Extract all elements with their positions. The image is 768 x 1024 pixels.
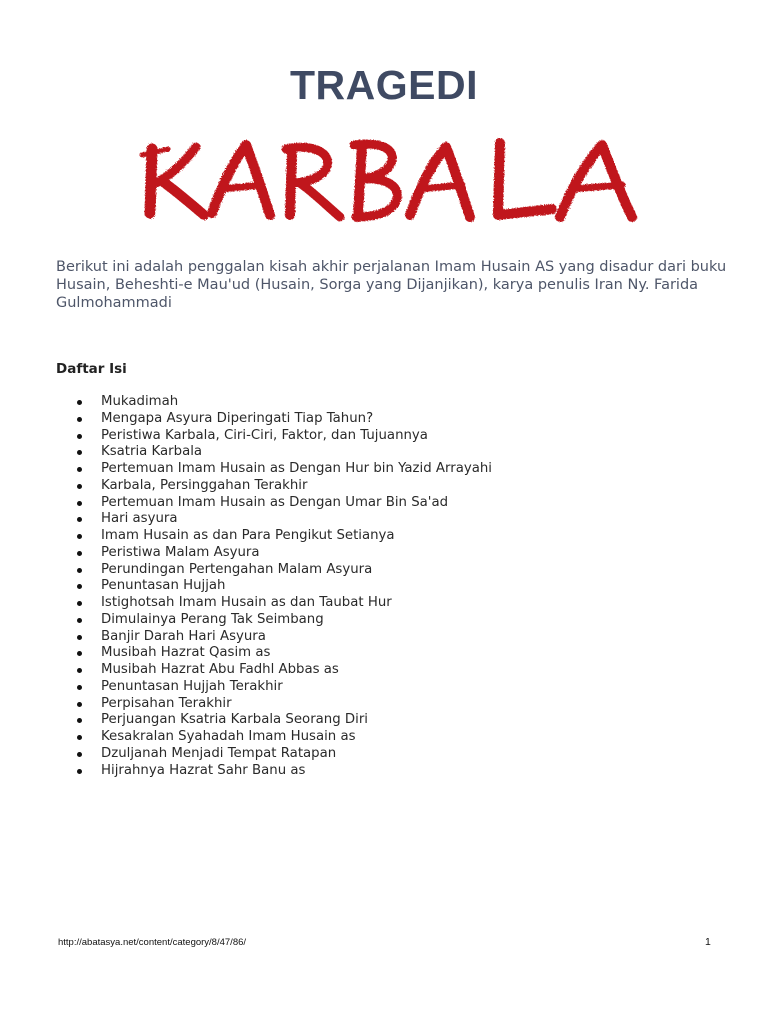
toc-item	[56, 595, 492, 612]
toc-item-label: Dimulainya Perang Tak Seimbang	[101, 611, 324, 627]
toc-item	[56, 612, 492, 629]
toc-item-label: Peristiwa Malam Asyura	[101, 544, 260, 560]
bullet-icon	[77, 584, 82, 589]
toc-item-label: Musibah Hazrat Abu Fadhl Abbas as	[101, 662, 339, 677]
karbala-logo	[0, 125, 768, 225]
toc-item	[56, 428, 492, 445]
toc-item-label: Dzuljanah Menjadi Tempat Ratapan	[101, 745, 337, 761]
footer-url: http://abatasya.net/content/category/8/47/86/	[58, 937, 247, 948]
toc-item	[56, 411, 492, 428]
toc-item-label: Istighotsah Imam Husain as dan Taubat Hur	[101, 595, 392, 610]
toc-item	[56, 562, 492, 579]
bullet-icon	[77, 635, 82, 640]
bullet-icon	[77, 735, 82, 740]
bullet-icon	[77, 702, 82, 707]
bullet-icon	[77, 668, 82, 673]
toc-item	[56, 478, 492, 495]
toc-heading: Daftar Isi	[56, 361, 127, 377]
toc-item-label: Perundingan Pertengahan Malam Asyura	[101, 561, 373, 577]
bullet-icon	[77, 551, 82, 556]
page-title: TRAGEDI	[290, 62, 478, 108]
toc-item	[56, 629, 492, 646]
bullet-icon	[77, 685, 82, 690]
bullet-icon	[77, 568, 82, 573]
toc-list	[56, 394, 492, 779]
toc-item-label: Pertemuan Imam Husain as Dengan Umar Bin Sa'ad	[101, 494, 449, 510]
toc-item-label: Penuntasan Hujjah	[101, 578, 226, 594]
toc-item	[56, 511, 492, 528]
bullet-icon	[77, 484, 82, 489]
toc-item-label: Karbala, Persinggahan Terakhir	[101, 477, 308, 493]
bullet-icon	[77, 501, 82, 506]
bullet-icon	[77, 769, 82, 774]
toc-item-label: Banjir Darah Hari Asyura	[101, 628, 266, 644]
toc-item-label: Hari asyura	[101, 511, 178, 527]
toc-item	[56, 461, 492, 478]
toc-item-label: Hijrahnya Hazrat Sahr Banu as	[101, 762, 306, 778]
toc-item	[56, 528, 492, 545]
toc-item-label: Perjuangan Ksatria Karbala Seorang Diri	[101, 712, 368, 728]
bullet-icon	[77, 417, 82, 422]
toc-item	[56, 495, 492, 512]
bullet-icon	[77, 601, 82, 606]
toc-item-label: Mengapa Asyura Diperingati Tiap Tahun?	[101, 410, 374, 426]
toc-item	[56, 729, 492, 746]
intro-paragraph: Berikut ini adalah penggalan kisah akhir perjalanan Imam Husain AS yang disadur dari buku Husain, Beheshti-e Mau'ud (Husain, Sorga yang Dijanjikan), karya penulis Iran Ny. Farida Gulmohammadi	[56, 259, 727, 311]
bullet-icon	[77, 450, 82, 455]
bullet-icon	[77, 400, 82, 405]
toc-item-label: Imam Husain as dan Para Pengikut Setianya	[101, 528, 395, 543]
toc-item	[56, 662, 492, 679]
bullet-icon	[77, 434, 82, 439]
bullet-icon	[77, 618, 82, 623]
toc-item	[56, 444, 492, 461]
bullet-icon	[77, 651, 82, 656]
toc-item-label: Mukadimah	[101, 394, 179, 409]
bullet-icon	[77, 718, 82, 723]
bullet-icon	[77, 752, 82, 757]
toc-item-label: Peristiwa Karbala, Ciri-Ciri, Faktor, dan Tujuannya	[101, 427, 428, 443]
toc-item-label: Ksatria Karbala	[101, 444, 203, 460]
bullet-icon	[77, 534, 82, 539]
toc-item-label: Musibah Hazrat Qasim as	[101, 645, 271, 661]
toc-item	[56, 394, 492, 411]
toc-item	[56, 679, 492, 696]
toc-item-label: Pertemuan Imam Husain as Dengan Hur bin Yazid Arrayahi	[101, 461, 492, 476]
bullet-icon	[77, 467, 82, 472]
toc-item	[56, 696, 492, 713]
toc-item-label: Kesakralan Syahadah Imam Husain as	[101, 729, 356, 744]
toc-item	[56, 746, 492, 763]
bullet-icon	[77, 517, 82, 522]
toc-item	[56, 763, 492, 780]
toc-item	[56, 578, 492, 595]
toc-item	[56, 712, 492, 729]
toc-item-label: Perpisahan Terakhir	[101, 695, 232, 711]
toc-item	[56, 545, 492, 562]
toc-item-label: Penuntasan Hujjah Terakhir	[101, 678, 283, 694]
page-number: 1	[705, 936, 711, 948]
karbala-logo-graphic	[0, 125, 768, 225]
toc-item	[56, 645, 492, 662]
